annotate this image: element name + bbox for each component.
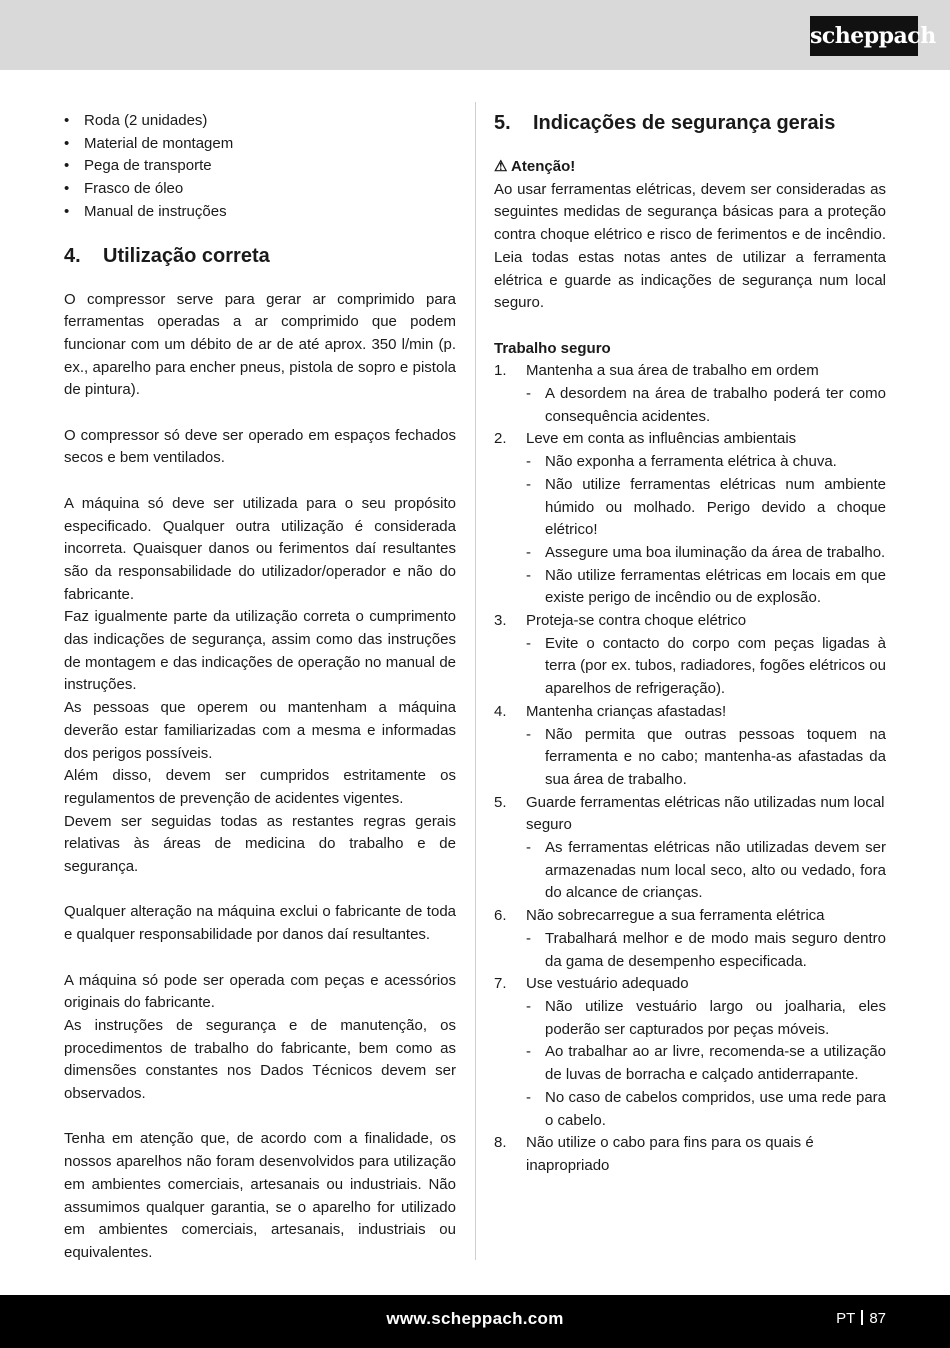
warning-text: Ao usar ferramentas elétricas, devem ser consideradas as seguintes medidas de segurança básicas para a proteção contra choque elétrico e risco de ferimentos e de incêndio. Leia todas estas notas antes de utilizar a ferramenta elétrica e guarde as indicações de segurança num local seguro. [494, 180, 886, 312]
sub-list [526, 837, 886, 905]
accessory-list [64, 110, 456, 224]
item-number: 4. [494, 702, 507, 720]
page-number: 87 [869, 1310, 886, 1327]
section-title: Utilização correta [103, 244, 270, 267]
section-number: 4. [64, 244, 81, 267]
list-item: • Manual de instruções [64, 201, 456, 224]
subheading: Trabalho seguro [494, 339, 611, 357]
item-text: Use vestuário adequado [526, 975, 689, 993]
paragraph: O compressor só deve ser operado em espaços fechados secos e bem ventilados. [64, 426, 456, 467]
section-5-heading [494, 110, 886, 136]
sub-item: - A desordem na área de trabalho poderá ter como consequência acidentes. [526, 383, 886, 428]
sub-item: - Não utilize ferramentas elétricas em locais em que existe perigo de incêndio ou de explosão. [526, 565, 886, 610]
sub-list [526, 451, 886, 610]
safety-item [494, 428, 886, 610]
section-title: Indicações de segurança gerais [533, 112, 836, 134]
sub-item: - No caso de cabelos compridos, use uma rede para o cabelo. [526, 1087, 886, 1132]
footer-url[interactable]: www.scheppach.com [386, 1309, 564, 1328]
section-4-heading [64, 243, 456, 269]
item-text: Mantenha crianças afastadas! [526, 702, 727, 720]
header-bar [0, 0, 950, 70]
left-column [64, 110, 456, 1265]
list-item: • Material de montagem [64, 133, 456, 156]
sub-list [526, 633, 886, 701]
item-number: 8. [494, 1134, 507, 1152]
paragraph: A máquina só pode ser operada com peças e acessórios originais do fabricante. [64, 971, 456, 1012]
column-divider [475, 102, 476, 1260]
list-item: • Roda (2 unidades) [64, 110, 456, 133]
item-text: Guarde ferramentas elétricas não utilizadas num local seguro [526, 793, 885, 834]
sub-item: - As ferramentas elétricas não utilizadas devem ser armazenadas num local seco, alto ou vedado, fora do alcance de crianças. [526, 837, 886, 905]
paragraph: A máquina só deve ser utilizada para o seu propósito especificado. Qualquer outra utilização é considerada incorreta. Quaisquer danos ou ferimentos daí resultantes são da responsabilidade do utilizador/operador e não do fabricante. [64, 494, 456, 603]
list-item: • Pega de transporte [64, 155, 456, 178]
sub-list [526, 928, 886, 973]
safety-item [494, 905, 886, 973]
sub-list [526, 383, 886, 428]
page-separator [861, 1310, 863, 1325]
warning-title: ⚠ Atenção! [494, 158, 576, 175]
sub-item: - Não permita que outras pessoas toquem na ferramenta e no cabo; mantenha-as afastadas da sua área de trabalho. [526, 724, 886, 792]
item-text: Mantenha a sua área de trabalho em ordem [526, 362, 819, 380]
right-column [494, 110, 886, 1178]
sub-list [526, 724, 886, 792]
item-text: Não utilize o cabo para fins para os quais é inapropriado [526, 1134, 814, 1174]
item-number: 3. [494, 612, 507, 630]
item-number: 7. [494, 975, 507, 993]
safety-item [494, 792, 886, 906]
safety-item [494, 973, 886, 1132]
sub-item: - Trabalhará melhor e de modo mais seguro dentro da gama de desempenho especificada. [526, 928, 886, 973]
paragraph: Além disso, devem ser cumpridos estritamente os regulamentos de prevenção de acidentes vigentes. [64, 767, 456, 807]
sub-item: - Evite o contacto do corpo com peças ligadas à terra (por ex. tubos, radiadores, fogões elétricos ou aparelhos de refrigeração). [526, 633, 886, 701]
paragraph: Qualquer alteração na máquina exclui o fabricante de toda e qualquer responsabilidade por danos daí resultantes. [64, 903, 456, 944]
item-text: Não sobrecarregue a sua ferramenta elétrica [526, 907, 825, 925]
safety-item [494, 360, 886, 428]
item-number: 5. [494, 793, 507, 811]
sub-item: - Não utilize ferramentas elétricas num ambiente húmido ou molhado. Perigo devido a choque elétrico! [526, 474, 886, 542]
sub-item: - Não exponha a ferramenta elétrica à chuva. [526, 451, 886, 474]
item-number: 6. [494, 907, 507, 925]
sub-item: - Assegure uma boa iluminação da área de trabalho. [526, 542, 886, 565]
safety-item [494, 610, 886, 701]
item-text: Proteja-se contra choque elétrico [526, 612, 747, 630]
footer-bar [0, 1295, 950, 1348]
item-number: 1. [494, 362, 507, 380]
sub-list [526, 996, 886, 1132]
item-number: 2. [494, 430, 507, 448]
paragraph: As instruções de segurança e de manutenção, os procedimentos de trabalho do fabricante, bem como as dimensões constantes nos Dados Técnicos devem ser observados. [64, 1016, 456, 1103]
list-item: • Frasco de óleo [64, 178, 456, 201]
safety-item [494, 701, 886, 792]
page-indicator [836, 1310, 886, 1327]
sub-item: - Ao trabalhar ao ar livre, recomenda-se a utilização de luvas de borracha e calçado antiderrapante. [526, 1041, 886, 1086]
sub-item: - Não utilize vestuário largo ou joalharia, eles poderão ser capturados por peças móveis. [526, 996, 886, 1041]
paragraph: O compressor serve para gerar ar comprimido para ferramentas operadas a ar comprimido que podem funcionar com um débito de ar de até aprox. 350 l/min (p. ex., aparelho para encher pneus, pistola de sopro e pistola de pintura). [64, 290, 456, 399]
paragraph: Devem ser seguidas todas as restantes regras gerais relativas às áreas de medicina do trabalho e de segurança. [64, 812, 456, 876]
language-code: PT [836, 1310, 856, 1327]
item-text: Leve em conta as influências ambientais [526, 430, 797, 448]
paragraph: Faz igualmente parte da utilização correta o cumprimento das indicações de segurança, assim como das instruções de montagem e das indicações de operação no manual de instruções. [64, 608, 456, 694]
brand-logo: scheppach [810, 16, 918, 56]
section-number: 5. [494, 112, 511, 134]
paragraph: As pessoas que operem ou mantenham a máquina deverão estar familiarizadas com a mesma e informadas dos perigos possíveis. [64, 699, 456, 762]
safety-list [494, 360, 886, 1177]
safety-item [494, 1132, 886, 1177]
paragraph: Tenha em atenção que, de acordo com a finalidade, os nossos aparelhos não foram desenvolvidos para utilização em ambientes comerciais, artesanais ou industriais. Não assumimos qualquer garantia, se o aparelho for utilizado em ambientes comerciais, artesanais, industriais ou equivalentes. [64, 1130, 456, 1261]
